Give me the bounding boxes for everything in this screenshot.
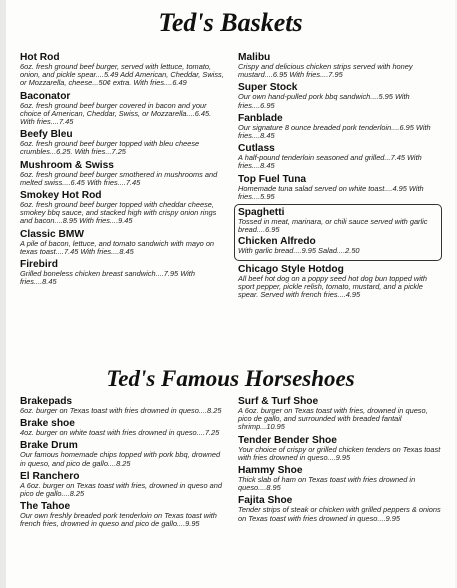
menu-item-brake-drum [20, 440, 225, 467]
item-description: Our own freshly breaded pork tenderloin on Texas toast with french fries, drowned in queso and pico de gallo....9.95 [20, 511, 217, 529]
item-description: Tossed in meat, marinara, or chili sauce served with garlic bread....6.95 [238, 217, 428, 235]
item-description: A pile of bacon, lettuce, and tomato sandwich with mayo on texas toast....7.45 With fries....8.45 [20, 238, 215, 256]
item-name: Surf & Turf Shoe [238, 396, 319, 407]
item-description: 6oz. fresh ground beef burger topped with bleu cheese crumbles...6.25. With fries...7.25 [20, 139, 200, 157]
item-description: Homemade tuna salad served on white toast....4.95 With fries....5.95 [238, 183, 424, 201]
menu-item-el-ranchero [20, 471, 225, 498]
menu-item-the-tahoe [20, 501, 225, 528]
menu-page [6, 0, 455, 588]
menu-item-hot-rod [20, 52, 225, 88]
menu-item-hammy-shoe [238, 465, 442, 492]
item-name: Beefy Bleu [20, 129, 73, 141]
item-name: The Tahoe [20, 501, 71, 513]
horseshoes-left-column [20, 396, 225, 532]
item-description: All beef hot dog on a poppy seed hot dog bun topped with sport pepper, pickle relish, tomato, mustard, and a pickle spear. Served with french fries....4.95 [238, 273, 428, 300]
item-name: Fajita Shoe [238, 495, 293, 507]
item-name: Malibu [238, 52, 271, 63]
item-description: 6oz. fresh ground beef burger topped with cheddar cheese, smokey bbq sauce, and stacked high with crispy onion rings and bacon....8.95 With fries....9.45 [20, 200, 217, 226]
item-description: 6oz. fresh ground beef burger covered in bacon and your choice of American, Cheddar, Swiss, or Mozzarella....6.45. With fries....7.45 [20, 100, 212, 127]
menu-item-classic-bmw [20, 229, 225, 256]
item-description: Crispy and delicious chicken strips served with honey mustard....6.95 With fries....7.95 [238, 62, 413, 80]
item-description: 6oz. fresh ground beef burger, served with lettuce, tomato, onion, and pickle spear....5.49 Add American, Cheddar, Swiss, or Mozzarella, cheese...50¢ extra. With fries....6.49 [20, 62, 224, 88]
menu-item-top-fuel-tuna [238, 174, 442, 201]
menu-item-beefy-bleu [20, 129, 225, 156]
baskets-left-column [20, 52, 225, 289]
menu-item-chicago-hotdog [238, 264, 442, 300]
item-name: Hammy Shoe [238, 465, 303, 477]
item-name: Brakepads [20, 396, 73, 407]
item-description: A half-pound tenderloin seasoned and grilled...7.45 With fries....8.45 [238, 153, 422, 171]
item-description: Your choice of crispy or grilled chicken tenders on Texas toast with fries drowned in queso....9.95 [238, 444, 441, 462]
item-name: Brake Drum [20, 440, 78, 452]
item-description: Our signature 8 ounce breaded pork tenderloin....6.95 With fries....8.45 [238, 122, 431, 141]
menu-item-firebird [20, 259, 225, 286]
item-description: A 6oz. burger on Texas toast with fries, drowned in queso and pico de gallo....8.25 [20, 480, 222, 499]
baskets-title: Ted's Baskets [158, 8, 303, 37]
item-name: Baconator [20, 90, 71, 102]
item-description: Grilled boneless chicken breast sandwich....7.95 With fries....8.45 [20, 269, 195, 287]
menu-item-cutlass [238, 143, 442, 170]
horseshoes-right-column [238, 396, 442, 526]
item-description: A 6oz. burger on Texas toast with fries, drowned in queso, pico de gallo, and surrounded with breaded fantail shrimp...10.95 [238, 406, 428, 432]
item-name: Classic BMW [20, 228, 84, 240]
menu-item-fajita-shoe [238, 495, 442, 522]
item-description: Tender strips of steak or chicken with grilled peppers & onions on Texas toast with fries drowned in queso....9.95 [238, 505, 441, 523]
item-name: El Ranchero [20, 470, 80, 482]
menu-item-brake-shoe [20, 418, 225, 437]
menu-item-super-stock [238, 82, 442, 109]
item-name: Spaghetti [238, 207, 285, 219]
menu-item-smokey-hot-rod [20, 190, 225, 226]
menu-item-fanblade [238, 113, 442, 140]
item-description: 6oz. burger on Texas toast with fries drowned in queso....8.25 [20, 406, 222, 415]
item-name: Fanblade [238, 112, 283, 124]
menu-item-spaghetti [238, 207, 437, 234]
item-name: Top Fuel Tuna [238, 173, 307, 185]
baskets-right-column [238, 52, 442, 302]
item-description: 6oz. fresh ground beef burger smothered in mushrooms and melted swiss....6.45 With fries....7.45 [20, 169, 218, 187]
item-name: Cutlass [238, 143, 275, 155]
item-description: Our famous homemade chips topped with pork bbq, drowned in queso, and pico de gallo....8.25 [20, 450, 221, 468]
item-description: 4oz. burger on white toast with fries drowned in queso....7.25 [20, 428, 220, 438]
item-name: Mushroom & Swiss [20, 159, 114, 171]
item-name: Hot Rod [20, 52, 60, 63]
item-name: Chicken Alfredo [238, 236, 316, 248]
item-name: Brake shoe [20, 418, 75, 430]
menu-item-malibu [238, 52, 442, 79]
item-name: Tender Bender Shoe [238, 434, 337, 446]
item-name: Smokey Hot Rod [20, 190, 102, 202]
menu-item-surf-turf-shoe [238, 396, 442, 432]
menu-item-brakepads [20, 396, 225, 415]
item-description: Our own hand-pulled pork bbq sandwich....5.95 With fries....6.95 [238, 92, 410, 110]
item-description: With garlic bread....9.95 Salad....2.50 [238, 246, 360, 256]
menu-item-mushroom-swiss [20, 160, 225, 187]
horseshoes-title: Ted's Famous Horseshoes [106, 366, 355, 391]
menu-item-baconator [20, 91, 225, 127]
menu-item-tender-bender-shoe [238, 435, 442, 462]
item-description: Thick slab of ham on Texas toast with fries drowned in queso....8.95 [238, 475, 416, 493]
item-name: Firebird [20, 259, 58, 271]
menu-item-chicken-alfredo [238, 236, 437, 255]
item-name: Super Stock [238, 82, 298, 94]
pasta-box [234, 204, 442, 261]
item-name: Chicago Style Hotdog [238, 263, 344, 275]
